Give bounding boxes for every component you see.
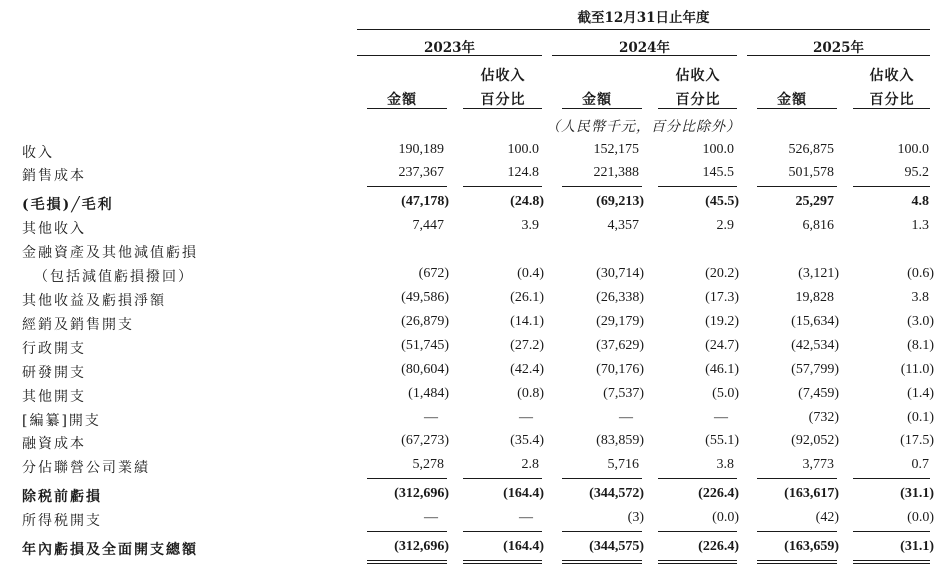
total-rule: [853, 531, 930, 532]
amount-cell: 7,447: [412, 218, 444, 233]
top-rule: [357, 29, 930, 30]
amount-cell: (7,459): [798, 386, 839, 401]
total-rule: [853, 560, 930, 561]
percent-cell: (3.0): [907, 314, 934, 329]
total-rule: [757, 186, 837, 187]
amount-cell: (47,178): [401, 194, 449, 209]
year-heading-2024: 2024年: [618, 40, 671, 56]
row-label: 融資成本: [22, 436, 86, 452]
amount-cell: (83,859): [596, 433, 644, 448]
percent-cell: (20.2): [705, 266, 739, 281]
percent-cell: 0.7: [911, 457, 929, 472]
amount-cell: 6,816: [802, 218, 834, 233]
amount-cell: (163,617): [784, 486, 839, 501]
percent-cell: (19.2): [705, 314, 739, 329]
amount-cell: (672): [418, 266, 449, 281]
total-rule: [562, 478, 642, 479]
total-rule: [658, 560, 737, 561]
amount-cell: 19,828: [795, 290, 834, 305]
percent-cell: (31.1): [900, 486, 934, 501]
percent-cell: (31.1): [900, 539, 934, 554]
total-rule: [658, 186, 737, 187]
row-label: (毛損)╱毛利: [22, 197, 114, 213]
percent-cell: (164.4): [503, 539, 544, 554]
amount-cell: (29,179): [596, 314, 644, 329]
amount-cell: 501,578: [788, 165, 834, 180]
total-rule: [853, 478, 930, 479]
col-rule: [367, 108, 447, 109]
total-rule: [562, 531, 642, 532]
percent-cell: (17.5): [900, 433, 934, 448]
pct-heading-line1: 佔收入: [675, 68, 721, 84]
total-rule: [367, 560, 447, 561]
col-rule: [658, 108, 737, 109]
percent-cell: 2.9: [716, 218, 734, 233]
amount-cell: 3,773: [802, 457, 834, 472]
row-label: 其他收益及虧損淨額: [22, 293, 166, 309]
row-label: 所得税開支: [22, 513, 102, 529]
col-rule: [562, 108, 642, 109]
total-rule: [367, 478, 447, 479]
total-rule: [463, 478, 542, 479]
amount-cell: (30,714): [596, 266, 644, 281]
percent-cell: (42.4): [510, 362, 544, 377]
amount-cell: (42,534): [791, 338, 839, 353]
percent-cell: (1.4): [907, 386, 934, 401]
amount-cell: 4,357: [607, 218, 639, 233]
percent-cell: 3.8: [716, 457, 734, 472]
percent-cell: —: [714, 410, 728, 425]
year-heading-2025: 2025年: [812, 40, 865, 56]
total-rule: [757, 478, 837, 479]
percent-cell: 100.0: [702, 142, 734, 157]
amount-cell: (15,634): [791, 314, 839, 329]
amount-cell: (26,338): [596, 290, 644, 305]
percent-cell: (11.0): [900, 362, 934, 377]
percent-cell: (5.0): [712, 386, 739, 401]
row-label: 分佔聯營公司業績: [22, 460, 150, 476]
amount-cell: —: [424, 410, 438, 425]
percent-cell: 3.9: [521, 218, 539, 233]
percent-cell: (26.1): [510, 290, 544, 305]
percent-cell: (55.1): [705, 433, 739, 448]
amount-cell: 5,278: [412, 457, 444, 472]
percent-cell: 4.8: [911, 194, 929, 209]
amount-cell: 190,189: [398, 142, 444, 157]
amount-cell: (3,121): [798, 266, 839, 281]
row-label: [編纂]開支: [22, 413, 101, 429]
percent-cell: 124.8: [507, 165, 539, 180]
amount-heading: 金額: [777, 92, 807, 108]
amount-cell: (7,537): [603, 386, 644, 401]
col-rule: [463, 108, 542, 109]
amount-cell: (26,879): [401, 314, 449, 329]
total-rule: [757, 531, 837, 532]
percent-cell: 100.0: [897, 142, 929, 157]
total-rule: [658, 531, 737, 532]
year-heading-2023: 2023年: [423, 40, 476, 56]
total-rule: [658, 478, 737, 479]
row-label: 除税前虧損: [22, 489, 102, 505]
amount-cell: 152,175: [593, 142, 639, 157]
amount-cell: (57,799): [791, 362, 839, 377]
percent-cell: —: [519, 410, 533, 425]
total-rule-double: [757, 563, 837, 564]
pct-heading-line2: 百分比: [869, 92, 915, 108]
amount-cell: (51,745): [401, 338, 449, 353]
amount-cell: (344,572): [589, 486, 644, 501]
amount-cell: (312,696): [394, 486, 449, 501]
total-rule: [463, 560, 542, 561]
amount-heading: 金額: [582, 92, 612, 108]
percent-cell: 145.5: [702, 165, 734, 180]
row-label: 其他收入: [22, 221, 86, 237]
percent-cell: (0.0): [907, 510, 934, 525]
percent-cell: —: [519, 510, 533, 525]
percent-cell: (24.8): [510, 194, 544, 209]
amount-cell: (42): [815, 510, 839, 525]
row-label: 年內虧損及全面開支總額: [22, 542, 198, 558]
total-rule: [562, 560, 642, 561]
amount-cell: 526,875: [788, 142, 834, 157]
percent-cell: (8.1): [907, 338, 934, 353]
percent-cell: 3.8: [911, 290, 929, 305]
row-label: 銷售成本: [22, 168, 86, 184]
total-rule: [367, 531, 447, 532]
percent-cell: 95.2: [904, 165, 929, 180]
total-rule: [463, 531, 542, 532]
percent-cell: (226.4): [698, 486, 739, 501]
percent-cell: 1.3: [911, 218, 929, 233]
percent-cell: (226.4): [698, 539, 739, 554]
amount-cell: 5,716: [607, 457, 639, 472]
amount-cell: (92,052): [791, 433, 839, 448]
percent-cell: (35.4): [510, 433, 544, 448]
pct-heading-line1: 佔收入: [869, 68, 915, 84]
amount-cell: (49,586): [401, 290, 449, 305]
total-rule: [463, 186, 542, 187]
row-label: 研發開支: [22, 365, 86, 381]
percent-cell: 100.0: [507, 142, 539, 157]
row-label: 收入: [22, 145, 54, 161]
amount-cell: 25,297: [795, 194, 834, 209]
percent-cell: (17.3): [705, 290, 739, 305]
total-rule-double: [658, 563, 737, 564]
row-label: 行政開支: [22, 341, 86, 357]
total-rule: [562, 186, 642, 187]
total-rule: [853, 186, 930, 187]
amount-cell: 221,388: [593, 165, 639, 180]
percent-cell: (45.5): [705, 194, 739, 209]
total-rule-double: [853, 563, 930, 564]
amount-cell: (1,484): [408, 386, 449, 401]
percent-cell: (0.6): [907, 266, 934, 281]
percent-cell: (46.1): [705, 362, 739, 377]
percent-cell: (164.4): [503, 486, 544, 501]
amount-cell: (163,659): [784, 539, 839, 554]
amount-cell: (732): [808, 410, 839, 425]
row-label: 金融資產及其他減值虧損: [22, 245, 198, 261]
total-rule-double: [463, 563, 542, 564]
percent-cell: (27.2): [510, 338, 544, 353]
row-label: 經銷及銷售開支: [22, 317, 134, 333]
percent-cell: (24.7): [705, 338, 739, 353]
percent-cell: (0.4): [517, 266, 544, 281]
pct-heading-line2: 百分比: [675, 92, 721, 108]
pct-heading-line2: 百分比: [480, 92, 526, 108]
amount-cell: (67,273): [401, 433, 449, 448]
unit-note: （人民幣千元，百分比除外）: [546, 119, 741, 135]
amount-cell: (37,629): [596, 338, 644, 353]
amount-cell: —: [619, 410, 633, 425]
col-rule: [757, 108, 837, 109]
amount-cell: —: [424, 510, 438, 525]
amount-cell: 237,367: [398, 165, 444, 180]
total-rule-double: [562, 563, 642, 564]
col-rule: [853, 108, 930, 109]
period-heading: 截至12月31日止年度: [577, 10, 710, 26]
amount-cell: (344,575): [589, 539, 644, 554]
percent-cell: 2.8: [521, 457, 539, 472]
pct-heading-line1: 佔收入: [480, 68, 526, 84]
amount-heading: 金額: [387, 92, 417, 108]
total-rule: [367, 186, 447, 187]
amount-cell: (312,696): [394, 539, 449, 554]
percent-cell: (0.1): [907, 410, 934, 425]
amount-cell: (70,176): [596, 362, 644, 377]
total-rule: [757, 560, 837, 561]
percent-cell: (0.8): [517, 386, 544, 401]
percent-cell: (0.0): [712, 510, 739, 525]
amount-cell: (80,604): [401, 362, 449, 377]
row-label: （包括減值虧損撥回）: [34, 269, 194, 285]
total-rule-double: [367, 563, 447, 564]
amount-cell: (69,213): [596, 194, 644, 209]
row-label: 其他開支: [22, 389, 86, 405]
percent-cell: (14.1): [510, 314, 544, 329]
amount-cell: (3): [627, 510, 644, 525]
